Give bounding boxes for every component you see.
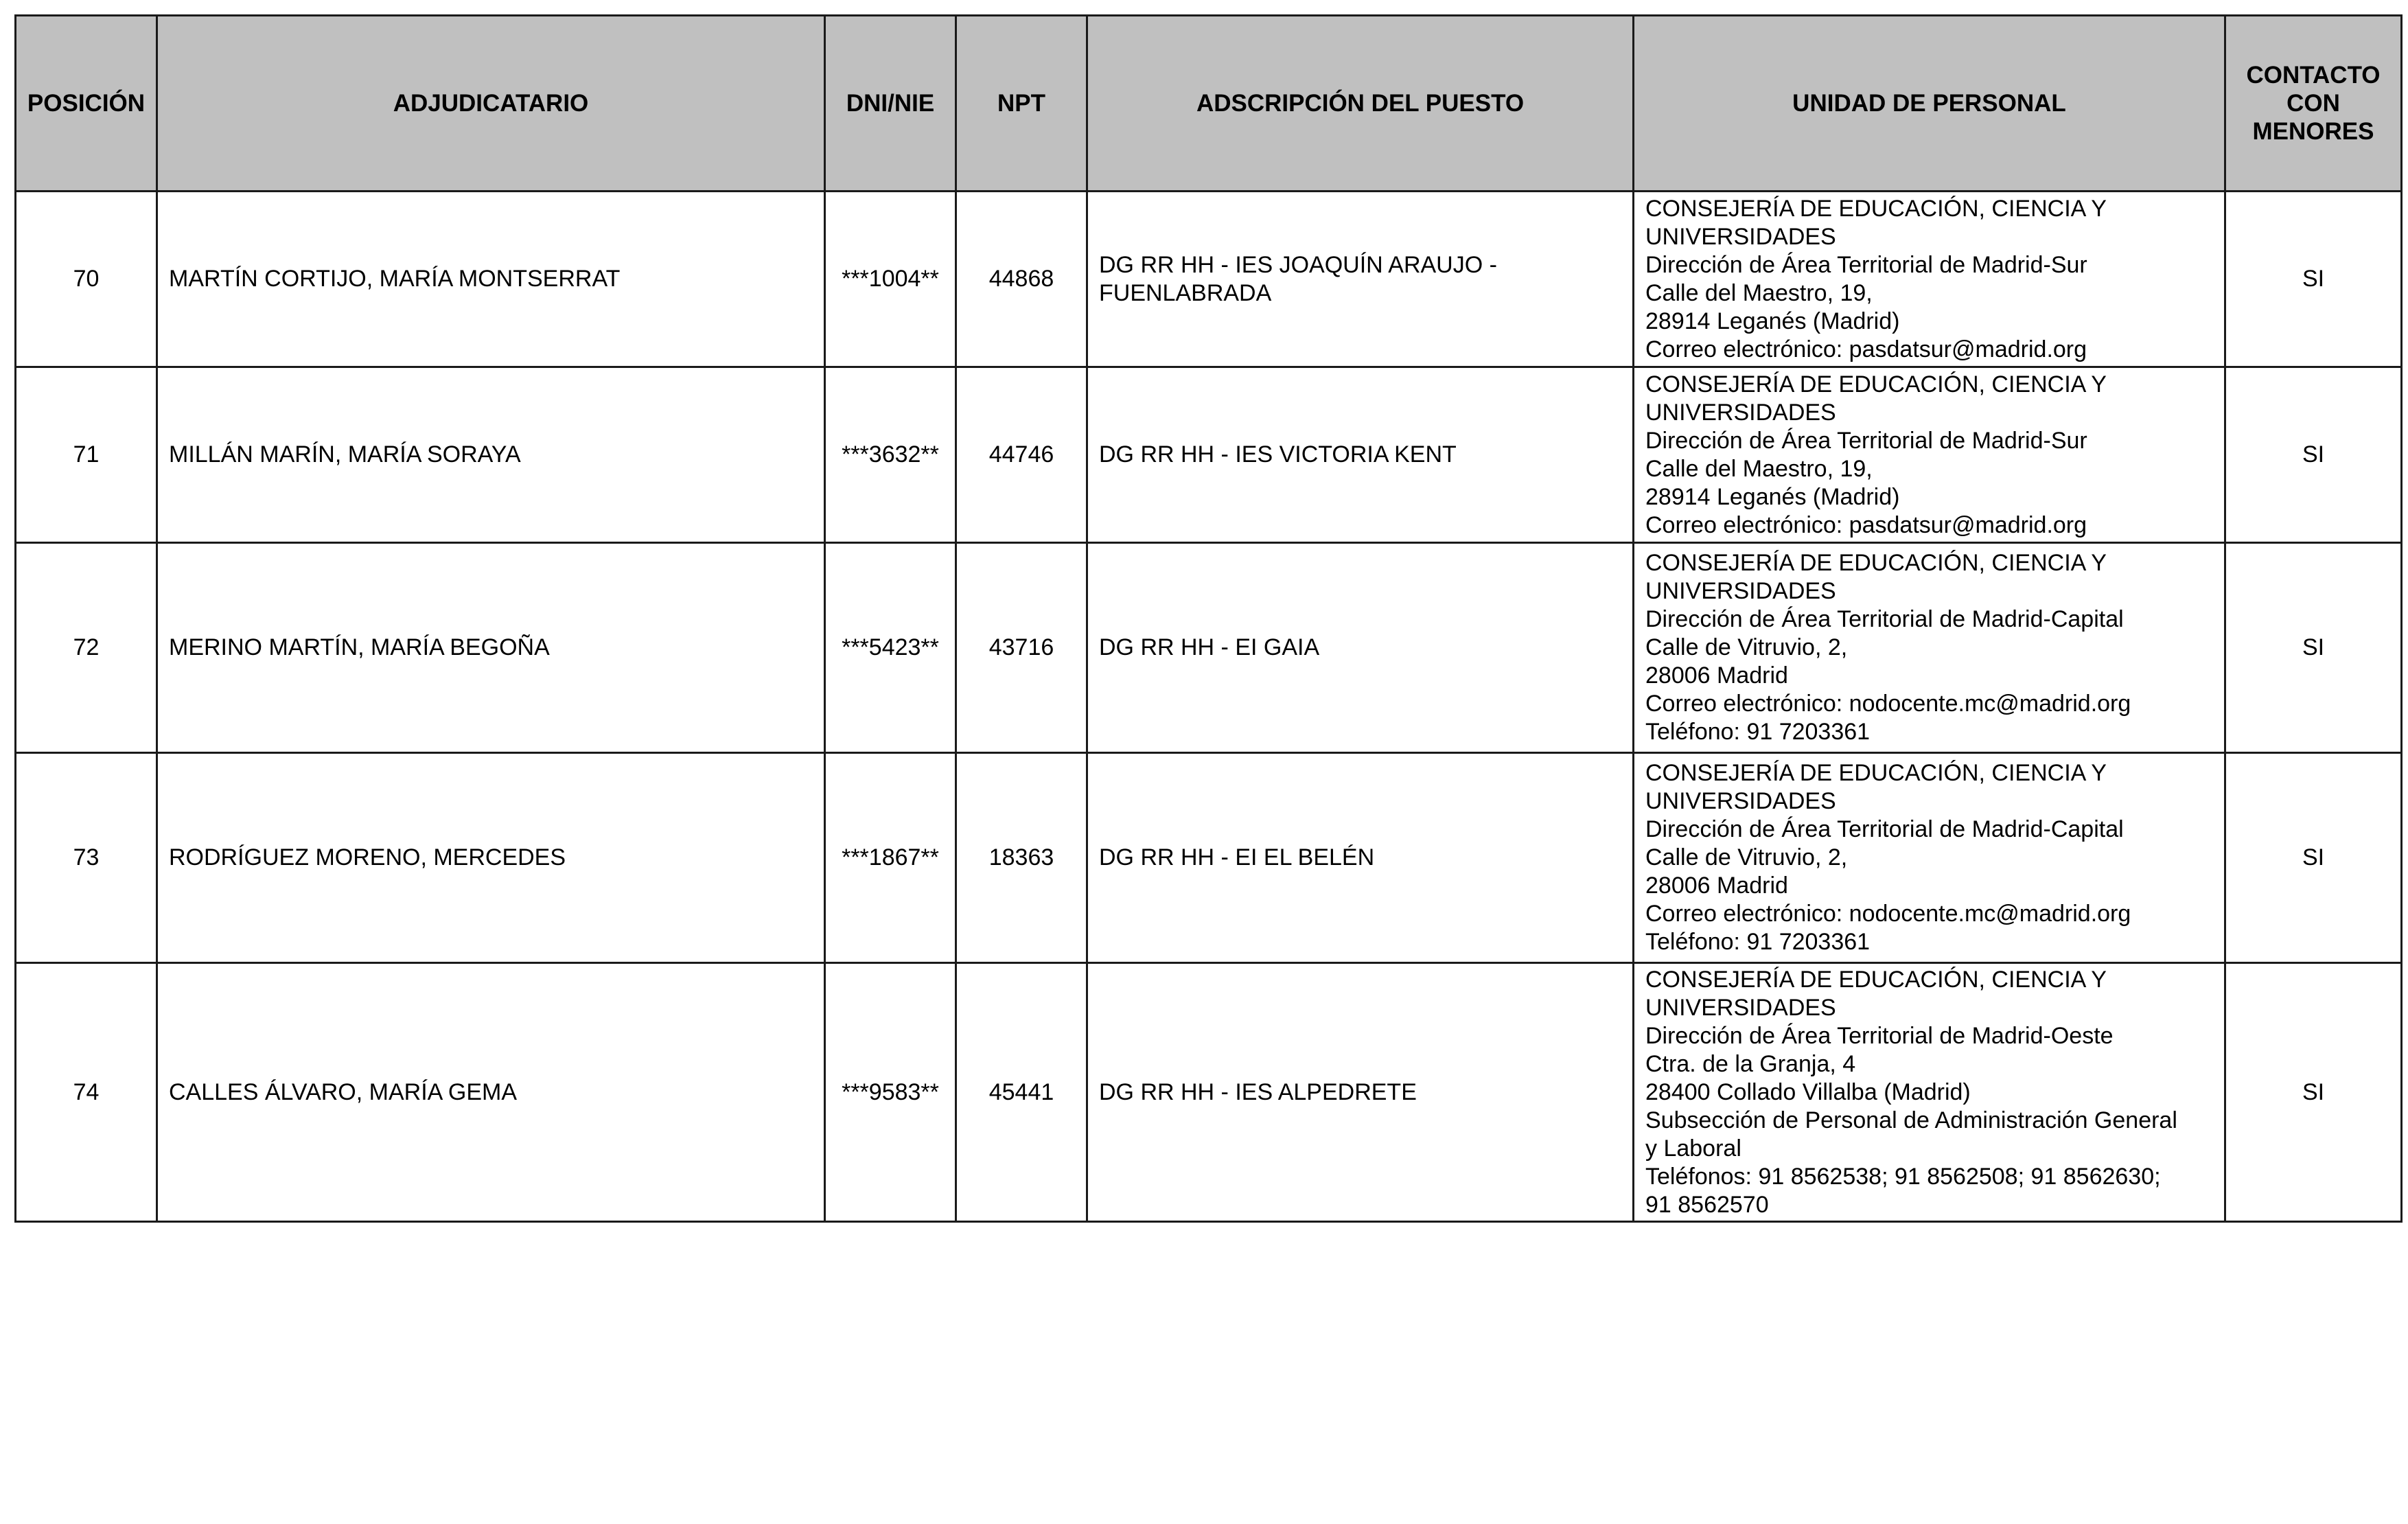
adscripcion-line: DG RR HH - IES VICTORIA KENT bbox=[1099, 441, 1457, 467]
cell-adjudicatario: RODRÍGUEZ MORENO, MERCEDES bbox=[157, 753, 825, 963]
unidad-line: Teléfono: 91 7203361 bbox=[1645, 929, 1871, 955]
unidad-line: 28400 Collado Villalba (Madrid) bbox=[1645, 1078, 1971, 1105]
adjudicatarios-table bbox=[14, 14, 2403, 1223]
unidad-line: Calle de Vitruvio, 2, bbox=[1645, 844, 1848, 870]
cell-contacto: SI bbox=[2225, 753, 2402, 963]
adscripcion-line: DG RR HH - EI EL BELÉN bbox=[1099, 844, 1375, 870]
cell-npt: 44868 bbox=[956, 192, 1087, 367]
unidad-line: 28914 Leganés (Madrid) bbox=[1645, 483, 1900, 510]
cell-adjudicatario: MILLÁN MARÍN, MARÍA SORAYA bbox=[157, 367, 825, 543]
unidad-line: Correo electrónico: pasdatsur@madrid.org bbox=[1645, 511, 2087, 538]
header-row bbox=[16, 16, 2402, 192]
cell-unidad bbox=[1634, 753, 2225, 963]
cell-npt: 18363 bbox=[956, 753, 1087, 963]
adscripcion-line: DG RR HH - EI GAIA bbox=[1099, 634, 1320, 660]
header-npt: NPT bbox=[956, 16, 1087, 192]
header-contacto-line: CON bbox=[2287, 90, 2340, 117]
unidad-line: 28914 Leganés (Madrid) bbox=[1645, 308, 1900, 334]
cell-posicion: 73 bbox=[16, 753, 157, 963]
cell-adscripcion bbox=[1087, 192, 1634, 367]
unidad-line: Correo electrónico: nodocente.mc@madrid.org bbox=[1645, 901, 2131, 927]
unidad-line: 28006 Madrid bbox=[1645, 873, 1788, 899]
cell-contacto: SI bbox=[2225, 367, 2402, 543]
unidad-line: UNIVERSIDADES bbox=[1645, 578, 1836, 604]
adscripcion-line: DG RR HH - IES ALPEDRETE bbox=[1099, 1078, 1417, 1105]
cell-dni: ***9583** bbox=[825, 963, 956, 1222]
cell-adscripcion bbox=[1087, 963, 1634, 1222]
unidad-line: Dirección de Área Territorial de Madrid-Sur bbox=[1645, 427, 2087, 454]
header-unidad: UNIDAD DE PERSONAL bbox=[1634, 16, 2225, 192]
unidad-line: Correo electrónico: nodocente.mc@madrid.org bbox=[1645, 691, 2131, 717]
cell-adjudicatario: MERINO MARTÍN, MARÍA BEGOÑA bbox=[157, 543, 825, 753]
table-row bbox=[16, 753, 2402, 963]
unidad-line: CONSEJERÍA DE EDUCACIÓN, CIENCIA Y bbox=[1645, 760, 2107, 786]
cell-posicion: 72 bbox=[16, 543, 157, 753]
cell-npt: 45441 bbox=[956, 963, 1087, 1222]
cell-unidad bbox=[1634, 192, 2225, 367]
cell-adjudicatario: MARTÍN CORTIJO, MARÍA MONTSERRAT bbox=[157, 192, 825, 367]
unidad-line: Calle del Maestro, 19, bbox=[1645, 279, 1873, 306]
cell-dni: ***5423** bbox=[825, 543, 956, 753]
unidad-line: Teléfonos: 91 8562538; 91 8562508; 91 8562630; bbox=[1645, 1163, 2161, 1190]
unidad-line: Correo electrónico: pasdatsur@madrid.org bbox=[1645, 336, 2087, 362]
cell-posicion: 70 bbox=[16, 192, 157, 367]
adscripcion-line: FUENLABRADA bbox=[1099, 279, 1272, 306]
unidad-line: y Laboral bbox=[1645, 1135, 1741, 1162]
unidad-line: CONSEJERÍA DE EDUCACIÓN, CIENCIA Y bbox=[1645, 966, 2107, 993]
unidad-line: CONSEJERÍA DE EDUCACIÓN, CIENCIA Y bbox=[1645, 195, 2107, 222]
unidad-line: Subsección de Personal de Administración General bbox=[1645, 1107, 2177, 1133]
cell-contacto: SI bbox=[2225, 192, 2402, 367]
cell-posicion: 74 bbox=[16, 963, 157, 1222]
unidad-line: CONSEJERÍA DE EDUCACIÓN, CIENCIA Y bbox=[1645, 371, 2107, 397]
cell-contacto: SI bbox=[2225, 543, 2402, 753]
cell-adscripcion bbox=[1087, 367, 1634, 543]
table-row bbox=[16, 543, 2402, 753]
unidad-line: UNIVERSIDADES bbox=[1645, 994, 1836, 1021]
unidad-line: Calle de Vitruvio, 2, bbox=[1645, 634, 1848, 660]
unidad-line: Teléfono: 91 7203361 bbox=[1645, 719, 1871, 745]
header-dni: DNI/NIE bbox=[825, 16, 956, 192]
unidad-line: Dirección de Área Territorial de Madrid-Capital bbox=[1645, 606, 2124, 632]
unidad-line: CONSEJERÍA DE EDUCACIÓN, CIENCIA Y bbox=[1645, 550, 2107, 576]
table-row bbox=[16, 963, 2402, 1222]
header-posicion: POSICIÓN bbox=[16, 16, 157, 192]
unidad-line: Calle del Maestro, 19, bbox=[1645, 455, 1873, 482]
unidad-line: UNIVERSIDADES bbox=[1645, 399, 1836, 426]
cell-dni: ***3632** bbox=[825, 367, 956, 543]
adscripcion-line: DG RR HH - IES JOAQUÍN ARAUJO - bbox=[1099, 251, 1497, 278]
unidad-line: Ctra. de la Granja, 4 bbox=[1645, 1050, 1856, 1077]
cell-adscripcion bbox=[1087, 753, 1634, 963]
table-row bbox=[16, 192, 2402, 367]
cell-npt: 43716 bbox=[956, 543, 1087, 753]
header-contacto-line: MENORES bbox=[2252, 118, 2374, 145]
cell-posicion: 71 bbox=[16, 367, 157, 543]
header-contacto bbox=[2225, 16, 2402, 192]
cell-contacto: SI bbox=[2225, 963, 2402, 1222]
unidad-line: Dirección de Área Territorial de Madrid-Sur bbox=[1645, 251, 2087, 278]
unidad-line: Dirección de Área Territorial de Madrid-Capital bbox=[1645, 816, 2124, 842]
unidad-line: Dirección de Área Territorial de Madrid-Oeste bbox=[1645, 1022, 2114, 1049]
cell-adjudicatario: CALLES ÁLVARO, MARÍA GEMA bbox=[157, 963, 825, 1222]
header-adjudicatario: ADJUDICATARIO bbox=[157, 16, 825, 192]
unidad-line: UNIVERSIDADES bbox=[1645, 788, 1836, 814]
header-adscripcion: ADSCRIPCIÓN DEL PUESTO bbox=[1087, 16, 1634, 192]
cell-npt: 44746 bbox=[956, 367, 1087, 543]
cell-unidad bbox=[1634, 963, 2225, 1222]
unidad-line: 28006 Madrid bbox=[1645, 662, 1788, 689]
cell-unidad bbox=[1634, 367, 2225, 543]
cell-dni: ***1867** bbox=[825, 753, 956, 963]
header-contacto-line: CONTACTO bbox=[2246, 62, 2381, 89]
table-row bbox=[16, 367, 2402, 543]
cell-adscripcion bbox=[1087, 543, 1634, 753]
cell-dni: ***1004** bbox=[825, 192, 956, 367]
cell-unidad bbox=[1634, 543, 2225, 753]
unidad-line: UNIVERSIDADES bbox=[1645, 223, 1836, 250]
unidad-line: 91 8562570 bbox=[1645, 1191, 1769, 1218]
